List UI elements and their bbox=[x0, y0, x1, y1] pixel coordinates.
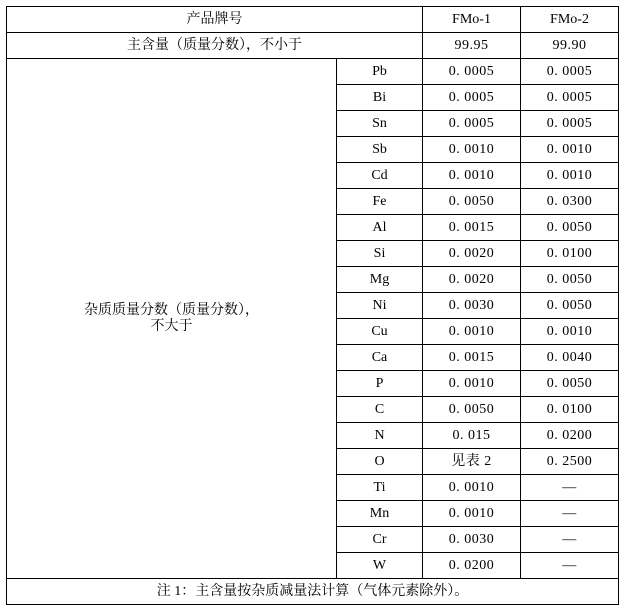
element-value-grade1: 0. 0050 bbox=[423, 189, 521, 215]
element-value-grade2: 0. 0050 bbox=[521, 371, 619, 397]
element-value-grade2: — bbox=[521, 475, 619, 501]
element-value-grade1: 0. 0010 bbox=[423, 319, 521, 345]
element-value-grade1: 0. 0030 bbox=[423, 293, 521, 319]
element-name: Mg bbox=[337, 267, 423, 293]
element-name: Mn bbox=[337, 501, 423, 527]
element-value-grade2: 0. 0005 bbox=[521, 59, 619, 85]
element-name: C bbox=[337, 397, 423, 423]
element-name: Sn bbox=[337, 111, 423, 137]
element-value-grade1: 0. 0050 bbox=[423, 397, 521, 423]
element-value-grade1: 0. 0005 bbox=[423, 111, 521, 137]
element-name: Si bbox=[337, 241, 423, 267]
header-product-grade: 产品牌号 bbox=[7, 7, 423, 33]
element-name: Pb bbox=[337, 59, 423, 85]
element-value-grade2: 0. 0005 bbox=[521, 85, 619, 111]
element-value-grade1: 0. 0020 bbox=[423, 241, 521, 267]
main-content-label: 主含量（质量分数），不小于 bbox=[7, 33, 423, 59]
element-value-grade1: 0. 0015 bbox=[423, 345, 521, 371]
element-value-grade1: 0. 0010 bbox=[423, 371, 521, 397]
element-value-grade2: 0. 0100 bbox=[521, 397, 619, 423]
element-name: W bbox=[337, 553, 423, 579]
element-value-grade2: 0. 0100 bbox=[521, 241, 619, 267]
element-value-grade1: 0. 0015 bbox=[423, 215, 521, 241]
table-footnote: 注 1：主含量按杂质减量法计算（气体元素除外）。 bbox=[7, 579, 619, 605]
header-grade-2: FMo-2 bbox=[521, 7, 619, 33]
element-value-grade2: 0. 0010 bbox=[521, 163, 619, 189]
impurity-label bbox=[7, 59, 337, 579]
element-value-grade2: 0. 0300 bbox=[521, 189, 619, 215]
element-value-grade1: 0. 0010 bbox=[423, 501, 521, 527]
element-name: Sb bbox=[337, 137, 423, 163]
element-name: Al bbox=[337, 215, 423, 241]
element-value-grade2: — bbox=[521, 501, 619, 527]
table-row bbox=[7, 59, 619, 85]
element-value-grade1: 0. 0030 bbox=[423, 527, 521, 553]
header-grade-1: FMo-1 bbox=[423, 7, 521, 33]
element-value-grade1: 0. 0010 bbox=[423, 137, 521, 163]
element-name: Ti bbox=[337, 475, 423, 501]
element-value-grade2: 0. 0010 bbox=[521, 319, 619, 345]
element-value-grade1: 0. 0200 bbox=[423, 553, 521, 579]
main-content-value-2: 99.90 bbox=[521, 33, 619, 59]
element-value-grade1: 0. 0020 bbox=[423, 267, 521, 293]
element-name: P bbox=[337, 371, 423, 397]
impurity-label-line-1: 杂质质量分数（质量分数）， bbox=[84, 303, 259, 319]
element-value-grade1: 0. 0010 bbox=[423, 163, 521, 189]
element-name: Bi bbox=[337, 85, 423, 111]
element-value-grade1: 0. 015 bbox=[423, 423, 521, 449]
element-value-grade2: 0. 0040 bbox=[521, 345, 619, 371]
element-name: Fe bbox=[337, 189, 423, 215]
element-name: Ni bbox=[337, 293, 423, 319]
specification-table bbox=[6, 6, 619, 605]
table-row-main-content bbox=[7, 33, 619, 59]
document-page bbox=[0, 6, 625, 599]
element-name: Cu bbox=[337, 319, 423, 345]
main-content-value-1: 99.95 bbox=[423, 33, 521, 59]
element-name: Ca bbox=[337, 345, 423, 371]
element-name: Cr bbox=[337, 527, 423, 553]
element-value-grade2: 0. 0005 bbox=[521, 111, 619, 137]
element-value-grade2: 0. 0050 bbox=[521, 267, 619, 293]
element-value-grade2: — bbox=[521, 553, 619, 579]
element-value-grade2: 0. 2500 bbox=[521, 449, 619, 475]
element-value-grade2: 0. 0050 bbox=[521, 293, 619, 319]
element-value-grade1: 见表 2 bbox=[423, 449, 521, 475]
element-value-grade2: — bbox=[521, 527, 619, 553]
table-footnote-row bbox=[7, 579, 619, 605]
element-name: Cd bbox=[337, 163, 423, 189]
element-name: O bbox=[337, 449, 423, 475]
element-value-grade2: 0. 0200 bbox=[521, 423, 619, 449]
element-value-grade1: 0. 0010 bbox=[423, 475, 521, 501]
impurity-label-line-2: 不大于 bbox=[150, 318, 193, 334]
element-name: N bbox=[337, 423, 423, 449]
element-value-grade1: 0. 0005 bbox=[423, 85, 521, 111]
element-value-grade2: 0. 0050 bbox=[521, 215, 619, 241]
element-value-grade1: 0. 0005 bbox=[423, 59, 521, 85]
element-value-grade2: 0. 0010 bbox=[521, 137, 619, 163]
table-header-row bbox=[7, 7, 619, 33]
